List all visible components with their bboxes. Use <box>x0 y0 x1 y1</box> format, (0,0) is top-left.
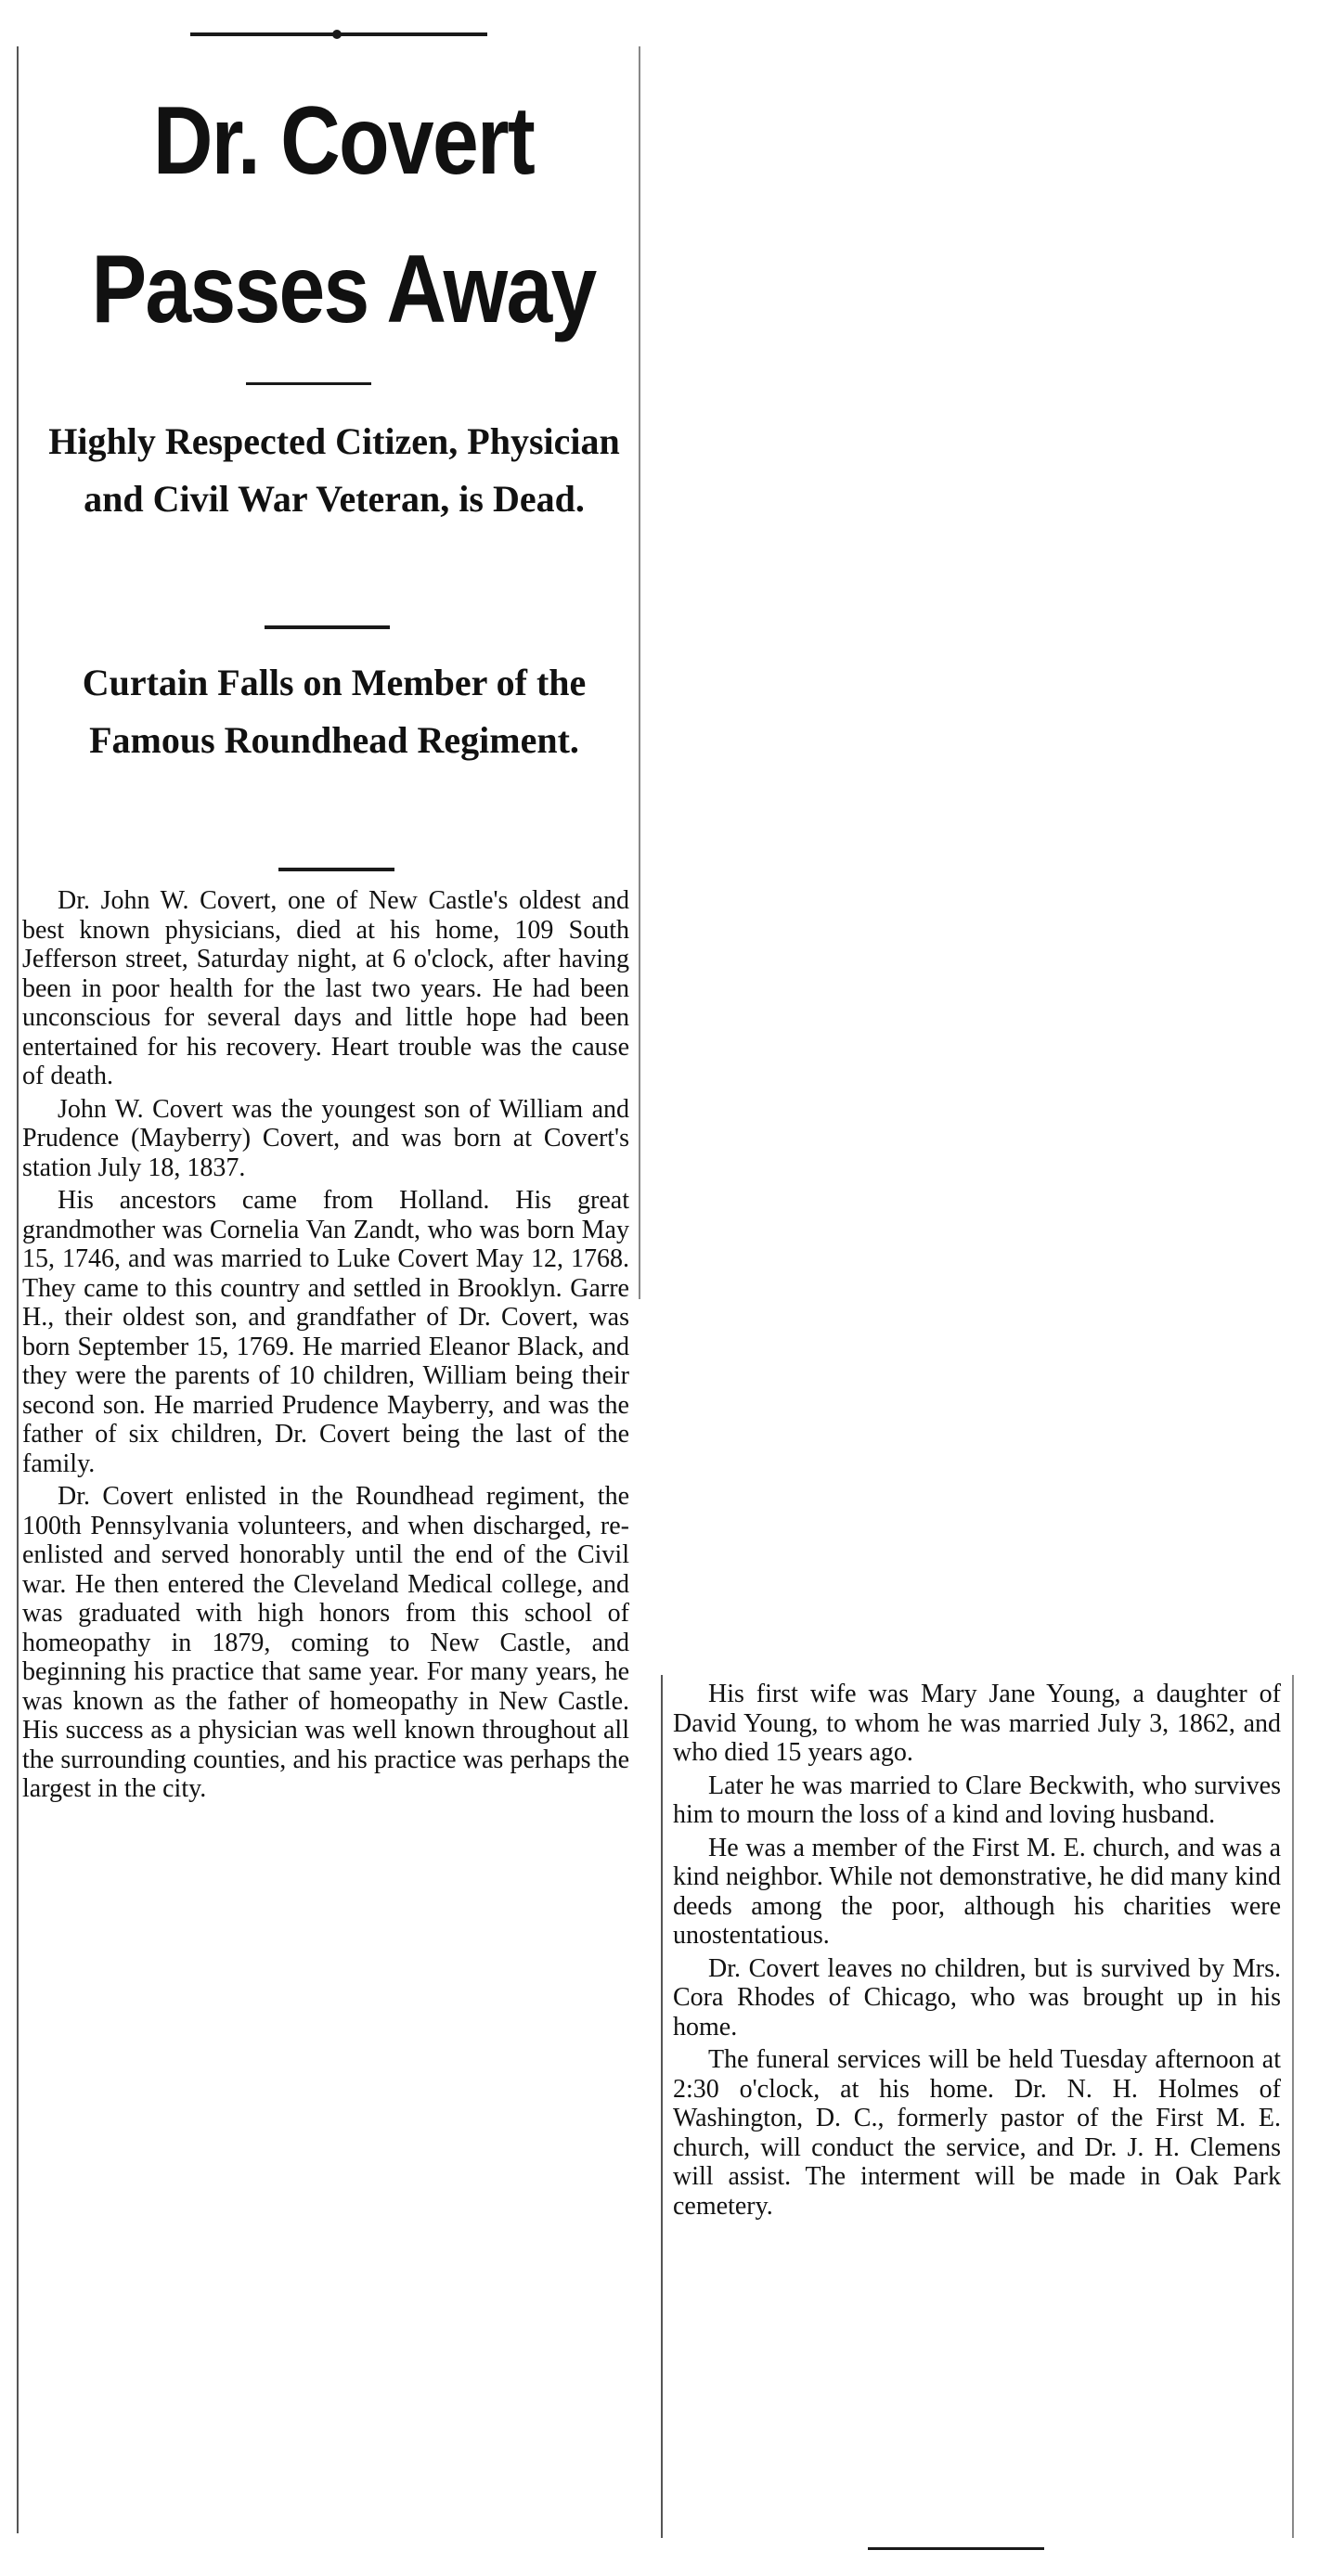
right-column <box>673 1680 1281 2224</box>
paragraph: Dr. Covert leaves no children, but is survived by Mrs. Cora Rhodes of Chicago, who was brought up in his home. <box>673 1953 1281 2041</box>
separator-rule-2 <box>265 625 390 629</box>
paragraph: He was a member of the First M. E. church, and was a kind neighbor. While not demonstrative, he did many kind deeds among the poor, although his charities were unostentatious. <box>673 1833 1281 1950</box>
paragraph: Later he was married to Clare Beckwith, who survives him to mourn the loss of a kind and loving husband. <box>673 1771 1281 1829</box>
paragraph: John W. Covert was the youngest son of William and Prudence (Mayberry) Covert, and was born at Covert's station July 18, 1837. <box>22 1094 629 1182</box>
paragraph: Dr. John W. Covert, one of New Castle's oldest and best known physicians, died at his home, 109 South Jefferson street, Saturday night, at 6 o'clock, after having been in poor health for the last two years. He had been unconscious for several days and little hope had been entertained for his recovery. Heart trouble was the cause of death. <box>22 886 629 1090</box>
subheadline-deck-2: Curtain Falls on Member of the Famous Roundhead Regiment. <box>82 662 587 761</box>
left-column <box>22 886 629 1808</box>
subheadline-deck-1: Highly Respected Citizen, Physician and Civil War Veteran, is Dead. <box>48 420 620 520</box>
paragraph: His ancestors came from Holland. His great grandmother was Cornelia Van Zandt, who was born May 15, 1746, and was married to Luke Covert May 12, 1768. They came to this country and settled in Brooklyn. Garre H., their oldest son, and grandfather of Dr. Covert, was born September 15, 1769. He married Eleanor Black, and they were the parents of 10 children, William being their second son. He married Prudence Mayberry, and was the father of six children, Dr. Covert being the last of the family. <box>22 1186 629 1478</box>
separator-rule-1 <box>246 382 371 385</box>
top-rule-dot <box>332 30 342 39</box>
headline-line2: Passes Away <box>91 236 596 343</box>
bottom-rule <box>868 2547 1044 2550</box>
paragraph: His first wife was Mary Jane Young, a daughter of David Young, to whom he was married July 3, 1862, and who died 15 years ago. <box>673 1680 1281 1767</box>
right-edge-border <box>1292 1675 1294 2538</box>
headline-line1: Dr. Covert <box>152 87 535 195</box>
paragraph: Dr. Covert enlisted in the Roundhead regiment, the 100th Pennsylvania volunteers, and when discharged, re-enlisted and served honorably until the end of the Civil war. He then entered the Cleveland Medical college, and was graduated with high honors from this school of homeopathy in 1879, coming to New Castle, and beginning his practice that same year. For many years, he was known as the father of homeopathy in New Castle. His success as a physician was well known throughout all the surrounding counties, and his practice was perhaps the largest in the city. <box>22 1482 629 1803</box>
paragraph: The funeral services will be held Tuesday afternoon at 2:30 o'clock, at his home. Dr. N. H. Holmes of Washington, D. C., formerly pastor of the First M. E. church, will conduct the service, and Dr. J. H. Clemens will assist. The interment will be made in Oak Park cemetery. <box>673 2045 1281 2221</box>
lower-right-column-border <box>661 1675 663 2538</box>
left-column-border <box>17 46 19 2533</box>
separator-rule-3 <box>278 868 394 871</box>
